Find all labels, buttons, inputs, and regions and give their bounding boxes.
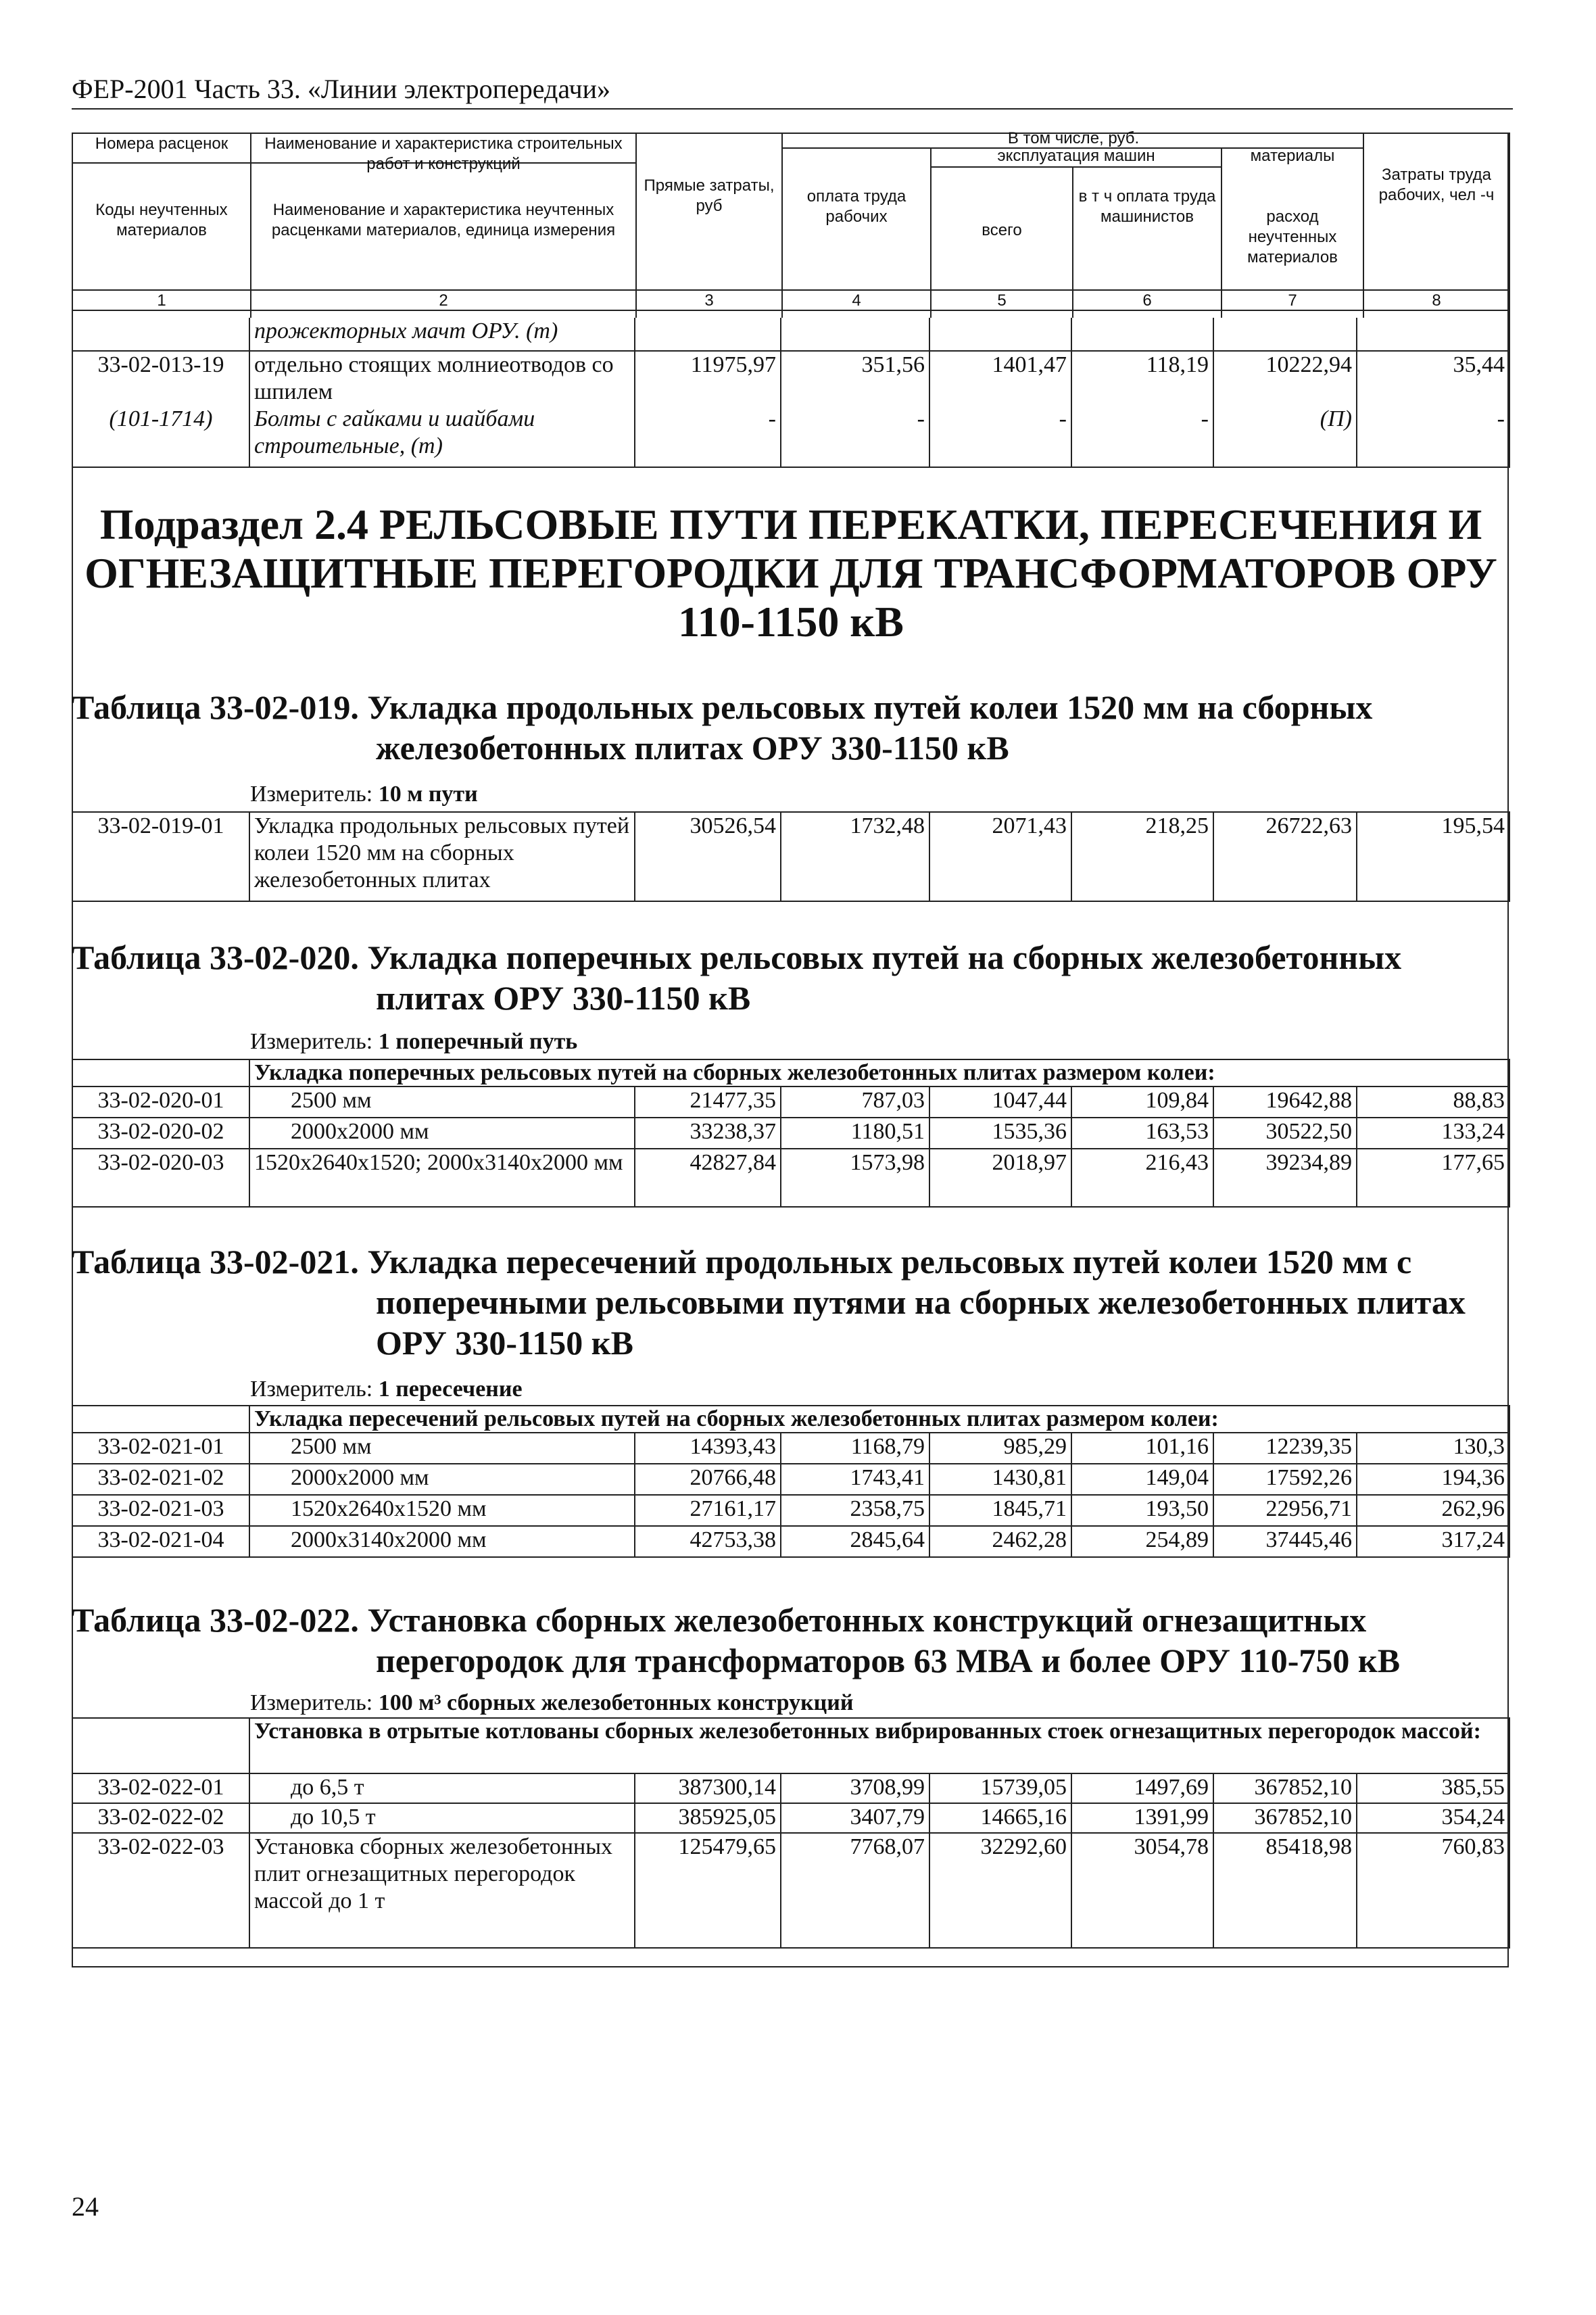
rate-code: 33-02-021-03 <box>72 1496 250 1525</box>
materials: 367852,10 <box>1214 1774 1357 1803</box>
labor-costs: 760,83 <box>1357 1834 1510 1947</box>
labor-pay: 3708,99 <box>781 1774 930 1803</box>
work-name: до 10,5 т <box>250 1804 635 1832</box>
labor-costs: 194,36 <box>1357 1464 1510 1494</box>
table-33-02-019 <box>72 811 1510 902</box>
labor-costs: 35,44 <box>1453 352 1505 377</box>
work-name: 2500 мм <box>250 1087 635 1117</box>
machine-total: 1047,44 <box>930 1087 1072 1117</box>
labor-costs: 385,55 <box>1357 1774 1510 1803</box>
material-name: Болты с гайками и шайбами строительные, (т) <box>254 406 535 458</box>
mat-value: - <box>1201 406 1209 431</box>
materials: 37445,46 <box>1214 1527 1357 1556</box>
table-33-02-020 <box>72 1059 1510 1208</box>
table-span-row <box>72 1059 1510 1087</box>
mat-value: - <box>917 406 925 431</box>
labor-pay: 787,03 <box>781 1087 930 1117</box>
work-name: 2500 мм <box>250 1433 635 1463</box>
span-label: Укладка пересечений рельсовых путей на сборных железобетонных плитах размером колеи: <box>250 1406 1510 1432</box>
mat-value: - <box>1059 406 1067 431</box>
direct-costs: 385925,05 <box>635 1804 781 1832</box>
machine-total: 2462,28 <box>930 1527 1072 1556</box>
table-meter: Измеритель: 100 м³ сборных железобетонных конструкций <box>250 1690 854 1715</box>
machine-total: 14665,16 <box>930 1804 1072 1832</box>
table-row <box>72 1496 1510 1527</box>
span-label: Укладка поперечных рельсовых путей на сборных железобетонных плитах размером колеи: <box>250 1060 1510 1086</box>
labor-pay: 1168,79 <box>781 1433 930 1463</box>
page-header: ФЕР-2001 Часть 33. «Линии электропередачи» <box>72 74 611 104</box>
materials: 367852,10 <box>1214 1804 1357 1832</box>
rate-code: 33-02-022-01 <box>72 1774 250 1803</box>
materials: 30522,50 <box>1214 1118 1357 1148</box>
machinist-pay: 101,16 <box>1072 1433 1214 1463</box>
machine-total: 2018,97 <box>930 1149 1072 1206</box>
table-title: Таблица 33-02-022. Установка сборных железобетонных конструкций огнезащитных перегородок для трансформаторов 63 МВА и более ОРУ 110-750 кВ <box>72 1601 1401 1679</box>
header-machine-operation: эксплуатация машин <box>997 147 1155 165</box>
work-name: 2000х3140х2000 мм <box>250 1527 635 1556</box>
machine-total: 15739,05 <box>930 1774 1072 1803</box>
work-name: отдельно стоящих молниеотводов со шпилем <box>254 352 614 404</box>
table-row <box>72 1464 1510 1496</box>
labor-costs: 133,24 <box>1357 1118 1510 1148</box>
direct-costs: 11975,97 <box>690 352 776 377</box>
labor-costs: 177,65 <box>1357 1149 1510 1206</box>
table-cell <box>72 1406 250 1432</box>
direct-costs: 42827,84 <box>635 1149 781 1206</box>
labor-costs: 354,24 <box>1357 1804 1510 1832</box>
header-work-name: Наименование и характеристика строительных работ и конструкций <box>264 135 623 173</box>
rate-code: 33-02-022-03 <box>72 1834 250 1947</box>
table-row <box>72 811 1510 902</box>
direct-costs: 27161,17 <box>635 1496 781 1525</box>
machine-total: 1535,36 <box>930 1118 1072 1148</box>
column-number: 3 <box>704 291 714 310</box>
rate-code: 33-02-021-01 <box>72 1433 250 1463</box>
header-rule <box>72 108 1513 110</box>
machinist-pay: 109,84 <box>1072 1087 1214 1117</box>
machine-total: 1401,47 <box>992 352 1067 377</box>
machinist-pay: 193,50 <box>1072 1496 1214 1525</box>
direct-costs: 42753,38 <box>635 1527 781 1556</box>
mat-value: - <box>768 406 776 431</box>
table-row <box>72 1774 1510 1804</box>
direct-costs: 125479,65 <box>635 1834 781 1947</box>
mat-value: (П) <box>1320 406 1352 431</box>
direct-costs: 20766,48 <box>635 1464 781 1494</box>
span-label: Установка в отрытые котлованы сборных железобетонных вибрированных стоек огнезащитных перегородок массой: <box>250 1719 1510 1773</box>
direct-costs: 33238,37 <box>635 1118 781 1148</box>
material-code: (101-1714) <box>109 406 213 431</box>
machinist-pay: 149,04 <box>1072 1464 1214 1494</box>
column-number: 1 <box>157 291 166 310</box>
labor-costs: 195,54 <box>1357 813 1510 901</box>
machinist-pay: 3054,78 <box>1072 1834 1214 1947</box>
table-meter: Измеритель: 10 м пути <box>250 782 478 807</box>
table-title: Таблица 33-02-019. Укладка продольных рельсовых путей колеи 1520 мм на сборных железобетонных плитах ОРУ 330-1150 кВ <box>72 688 1373 767</box>
materials: 12239,35 <box>1214 1433 1357 1463</box>
rate-code: 33-02-020-03 <box>72 1149 250 1206</box>
machinist-pay: 1391,99 <box>1072 1804 1214 1832</box>
machinist-pay: 216,43 <box>1072 1149 1214 1206</box>
header-direct-costs: Прямые затраты, руб <box>644 176 775 215</box>
column-number: 4 <box>852 291 861 310</box>
table-title: Таблица 33-02-021. Укладка пересечений продольных рельсовых путей колеи 1520 мм с поперечными рельсовыми путями на сборных железобетонных плитах ОРУ 330-1150 кВ <box>72 1243 1466 1362</box>
rate-code: 33-02-021-02 <box>72 1464 250 1494</box>
rate-code: 33-02-020-01 <box>72 1087 250 1117</box>
table-row <box>72 1118 1510 1149</box>
column-number: 2 <box>439 291 448 310</box>
rate-code: 33-02-013-19 <box>97 352 224 377</box>
carryover-prev-line: прожекторных мачт ОРУ. (т) <box>250 318 635 350</box>
machinist-pay: 254,89 <box>1072 1527 1214 1556</box>
rate-code: 33-02-022-02 <box>72 1804 250 1832</box>
rate-code: 33-02-021-04 <box>72 1527 250 1556</box>
labor-pay: 1743,41 <box>781 1464 930 1494</box>
labor-pay: 2845,64 <box>781 1527 930 1556</box>
table-row <box>72 1149 1510 1208</box>
header-labor-costs: Затраты труда рабочих, чел -ч <box>1378 166 1495 204</box>
labor-pay: 1573,98 <box>781 1149 930 1206</box>
table-span-row <box>72 1717 1510 1774</box>
machine-total: 1845,71 <box>930 1496 1072 1525</box>
machinist-pay: 218,25 <box>1072 813 1214 901</box>
table-row <box>72 1087 1510 1118</box>
table-33-02-022 <box>72 1717 1510 1949</box>
work-name: 2000х2000 мм <box>250 1464 635 1494</box>
header-material-consumption: расход неучтенных материалов <box>1247 208 1338 266</box>
labor-costs: 317,24 <box>1357 1527 1510 1556</box>
table-row <box>72 1527 1510 1558</box>
materials: 39234,89 <box>1214 1149 1357 1206</box>
work-name: Укладка продольных рельсовых путей колеи 1520 мм на сборных железобетонных плитах <box>250 813 635 901</box>
machine-total: 2071,43 <box>930 813 1072 901</box>
materials: 19642,88 <box>1214 1087 1357 1117</box>
labor-pay: 3407,79 <box>781 1804 930 1832</box>
work-name: 1520х2640х1520; 2000х3140х2000 мм <box>250 1149 635 1206</box>
machinist-pay: 118,19 <box>1146 352 1209 377</box>
labor-costs: 262,96 <box>1357 1496 1510 1525</box>
column-number: 7 <box>1288 291 1297 310</box>
work-name: 1520х2640х1520 мм <box>250 1496 635 1525</box>
labor-pay: 7768,07 <box>781 1834 930 1947</box>
labor-pay: 1180,51 <box>781 1118 930 1148</box>
direct-costs: 14393,43 <box>635 1433 781 1463</box>
header-rate-numbers: Номера расценок <box>95 135 228 153</box>
table-cell <box>72 1719 250 1773</box>
header-materials: материалы <box>1250 147 1335 165</box>
table-span-row <box>72 1405 1510 1433</box>
header-machine-total: всего <box>982 221 1022 239</box>
materials: 26722,63 <box>1214 813 1357 901</box>
table-cell <box>72 1060 250 1086</box>
work-name: 2000х2000 мм <box>250 1118 635 1148</box>
labor-pay: 1732,48 <box>781 813 930 901</box>
materials: 22956,71 <box>1214 1496 1357 1525</box>
machinist-pay: 163,53 <box>1072 1118 1214 1148</box>
table-title: Таблица 33-02-020. Укладка поперечных рельсовых путей на сборных железобетонных плитах ОРУ 330-1150 кВ <box>72 938 1402 1017</box>
materials: 85418,98 <box>1214 1834 1357 1947</box>
direct-costs: 387300,14 <box>635 1774 781 1803</box>
rate-code: 33-02-020-02 <box>72 1118 250 1148</box>
labor-pay: 2358,75 <box>781 1496 930 1525</box>
header-material-name: Наименование и характеристика неучтенных расценками материалов, единица измерения <box>271 201 616 239</box>
machine-total: 32292,60 <box>930 1834 1072 1947</box>
machinist-pay: 1497,69 <box>1072 1774 1214 1803</box>
table-row <box>72 1834 1510 1949</box>
column-number: 8 <box>1432 291 1441 310</box>
machine-total: 985,29 <box>930 1433 1072 1463</box>
labor-costs: 130,3 <box>1357 1433 1510 1463</box>
header-machinist-pay: в т ч оплата труда машинистов <box>1078 187 1216 226</box>
machine-total: 1430,81 <box>930 1464 1072 1494</box>
table-meter: Измеритель: 1 пересечение <box>250 1377 523 1402</box>
header-material-codes: Коды неучтенных материалов <box>95 201 228 239</box>
table-meter: Измеритель: 1 поперечный путь <box>250 1029 578 1054</box>
column-number: 5 <box>997 291 1007 310</box>
table-33-02-021 <box>72 1405 1510 1558</box>
mat-value: - <box>1497 406 1505 431</box>
table-row <box>72 1433 1510 1464</box>
labor-pay: 351,56 <box>861 352 925 377</box>
page-number: 24 <box>72 2191 99 2222</box>
header-group: В том числе, руб. <box>1007 129 1140 147</box>
materials: 17592,26 <box>1214 1464 1357 1494</box>
work-name: Установка сборных железобетонных плит огнезащитных перегородок массой до 1 т <box>250 1834 635 1947</box>
subsection-title: Подраздел 2.4 РЕЛЬСОВЫЕ ПУТИ ПЕРЕКАТКИ, ПЕРЕСЕЧЕНИЯ И ОГНЕЗАЩИТНЫЕ ПЕРЕГОРОДКИ ДЛЯ ТРАНСФОРМАТОРОВ ОРУ 110-1150 кВ <box>84 500 1497 646</box>
materials: 10222,94 <box>1265 352 1352 377</box>
rate-code: 33-02-019-01 <box>72 813 250 901</box>
header-labor-pay: оплата труда рабочих <box>806 187 906 226</box>
work-name: до 6,5 т <box>250 1774 635 1803</box>
column-number: 6 <box>1142 291 1152 310</box>
labor-costs: 88,83 <box>1357 1087 1510 1117</box>
table-row <box>72 1804 1510 1834</box>
direct-costs: 21477,35 <box>635 1087 781 1117</box>
direct-costs: 30526,54 <box>635 813 781 901</box>
